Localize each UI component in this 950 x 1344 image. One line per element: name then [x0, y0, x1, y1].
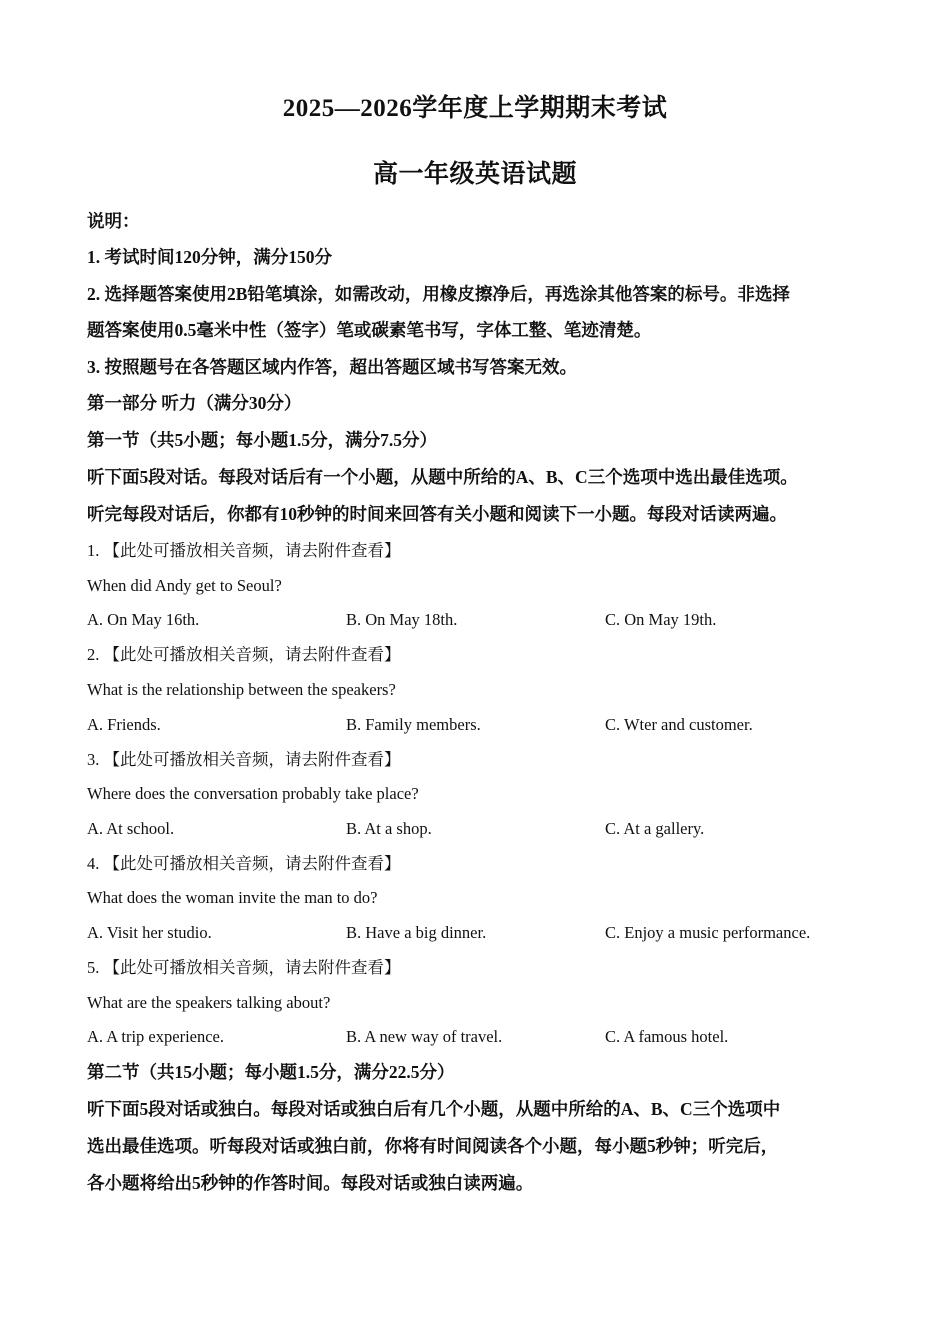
part1-heading: 第一部分 听力（满分30分） [87, 393, 302, 413]
option-b: B. Have a big dinner. [346, 923, 487, 942]
audio-placeholder[interactable]: 1. 【此处可播放相关音频，请去附件查看】 [87, 541, 401, 560]
audio-placeholder[interactable]: 5. 【此处可播放相关音频，请去附件查看】 [87, 958, 401, 977]
audio-placeholder[interactable]: 4. 【此处可播放相关音频，请去附件查看】 [87, 854, 401, 873]
exam-subtitle: 高一年级英语试题 [372, 161, 577, 188]
option-c: C. A famous hotel. [605, 1027, 729, 1046]
exam-title: 2025—2026学年度上学期期末考试 [282, 95, 668, 122]
instruction-item-2-line-2: 题答案使用0.5毫米中性（签字）笔或碳素笔书写，字体工整、笔迹清楚。 [87, 320, 652, 340]
section2-directions-line-3: 各小题将给出5秒钟的作答时间。每段对话或独白读两遍。 [87, 1173, 534, 1193]
audio-placeholder[interactable]: 3. 【此处可播放相关音频，请去附件查看】 [87, 750, 401, 769]
option-a: A. Friends. [87, 715, 161, 734]
option-b: B. Family members. [346, 715, 481, 734]
option-a: A. At school. [87, 819, 175, 838]
section1-heading: 第一节（共5小题；每小题1.5分，满分7.5分） [87, 430, 437, 450]
question-text: What does the woman invite the man to do? [87, 888, 378, 907]
question-text: What are the speakers talking about? [87, 993, 331, 1012]
instruction-item-3: 3. 按照题号在各答题区域内作答，超出答题区域书写答案无效。 [87, 357, 577, 377]
section1-directions-line-1: 听下面5段对话。每段对话后有一个小题，从题中所给的A、B、C三个选项中选出最佳选项。 [87, 467, 798, 487]
question-text: When did Andy get to Seoul? [87, 576, 282, 595]
question-text: What is the relationship between the speakers? [87, 680, 396, 699]
option-b: B. On May 18th. [346, 610, 458, 629]
section2-directions-line-2: 选出最佳选项。听每段对话或独白前，你将有时间阅读各个小题，每小题5秒钟；听完后， [87, 1136, 779, 1156]
question-text: Where does the conversation probably take place? [87, 784, 419, 803]
instruction-item-2-line-1: 2. 选择题答案使用2B铅笔填涂，如需改动，用橡皮擦净后，再选涂其他答案的标号。非选择 [87, 284, 790, 304]
option-c: C. Wter and customer. [605, 715, 753, 734]
option-b: B. At a shop. [346, 819, 432, 838]
instruction-item-1: 1. 考试时间120分钟，满分150分 [87, 247, 332, 267]
option-c: C. On May 19th. [605, 610, 717, 629]
section2-heading: 第二节（共15小题；每小题1.5分，满分22.5分） [87, 1062, 455, 1082]
option-a: A. A trip experience. [87, 1027, 224, 1046]
option-a: A. Visit her studio. [87, 923, 212, 942]
option-c: C. Enjoy a music performance. [605, 923, 811, 942]
section1-directions-line-2: 听完每段对话后，你都有10秒钟的时间来回答有关小题和阅读下一小题。每段对话读两遍。 [87, 504, 787, 524]
option-a: A. On May 16th. [87, 610, 200, 629]
option-b: B. A new way of travel. [346, 1027, 503, 1046]
instructions-label: 说明： [87, 211, 140, 231]
option-c: C. At a gallery. [605, 819, 705, 838]
audio-placeholder[interactable]: 2. 【此处可播放相关音频，请去附件查看】 [87, 645, 401, 664]
section2-directions-line-1: 听下面5段对话或独白。每段对话或独白后有几个小题，从题中所给的A、B、C三个选项中 [87, 1099, 781, 1119]
